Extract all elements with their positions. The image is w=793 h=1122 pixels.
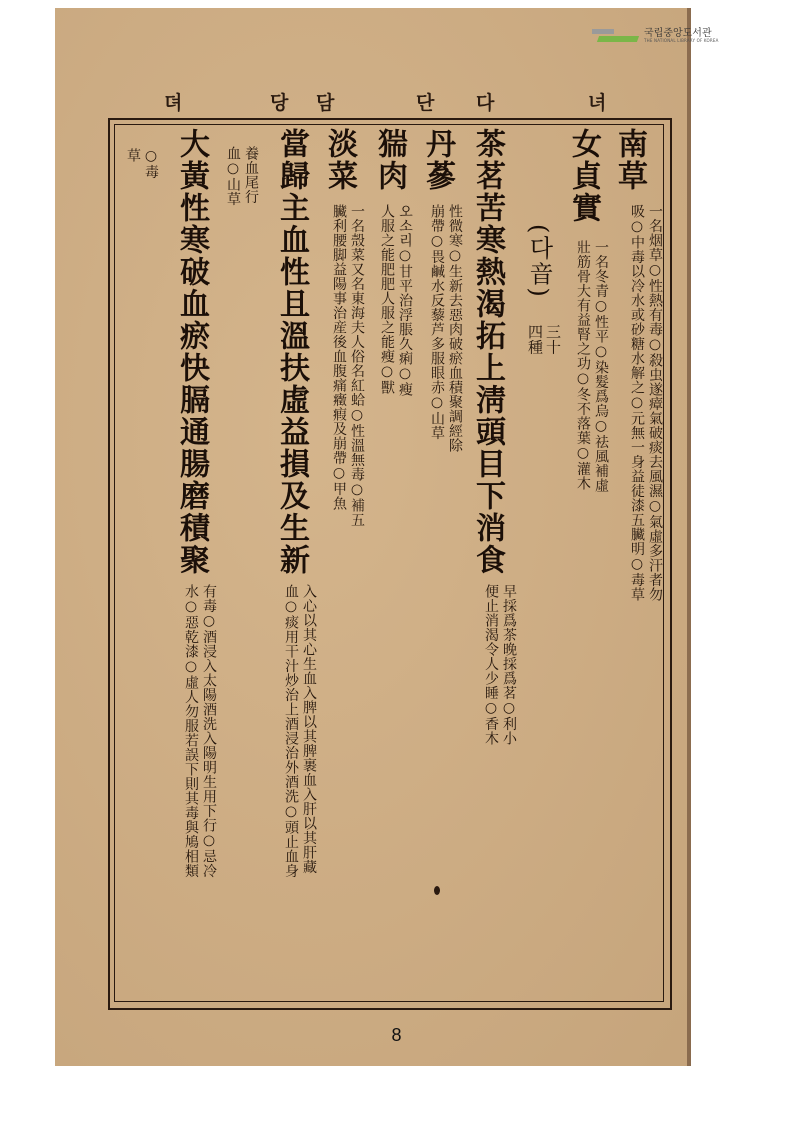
entry-headword: 猯肉 [372, 128, 407, 192]
entry-note: 養血尾行 [243, 146, 259, 204]
header-syllable: 뎌 [164, 92, 183, 114]
entry-headword: 大黃性寒破血瘀快膈通腸磨積聚 [174, 128, 209, 576]
library-logo-mark-icon [592, 27, 640, 45]
ink-spot [434, 886, 440, 895]
entry-note: 草 [125, 148, 141, 163]
entry-note: 水○惡乾漆○虛人勿服若誤下則其毒與鳩相類 [183, 584, 199, 878]
entry-note: 血○痰用干汁炒治上酒浸治外酒洗○頭止血身 [283, 584, 299, 878]
entry-note: 臟利腰脚益陽事治産後血腹痛癥瘕及崩帶○甲魚 [331, 204, 347, 511]
section-title: (다音) [525, 224, 553, 299]
entry-note: 便止消渴令人少睡○香木 [483, 584, 499, 746]
entry-headword: 茶茗苦寒熱渴拓上淸頭目下消食 [470, 128, 505, 576]
entry-headword: 女貞實 [566, 128, 601, 224]
section-count: 四種 [526, 324, 544, 355]
entry-headword: 淡菜 [322, 128, 357, 192]
entry-note: 一名殼菜又名東海夫人俗名紅蛤○性溫無毒○補五 [349, 204, 365, 527]
entry-note: 崩帶○畏鹹水反藜芦多服眼赤○山草 [429, 204, 445, 440]
entry-note: 人服之能肥肥人服之能瘦○獸 [379, 204, 395, 395]
entry-note: 有毒○酒浸入太陽酒洗入陽明生用下行○忌冷 [201, 584, 217, 878]
entry-note: 入心以其心生血入脾以其脾裹血入肝以其肝藏 [301, 584, 317, 874]
library-name-korean: 국립중앙도서관 [644, 28, 712, 39]
header-syllable: 다 [476, 92, 495, 114]
entry-headword: 南草 [612, 128, 647, 192]
entry-note: 一名烟草○性熱有毒○殺虫遂瘴氣破痰去風濕○氣虛多汗者勿 [647, 204, 663, 602]
header-syllable: 담 [316, 92, 335, 114]
entry-note: ○毒 [143, 148, 159, 179]
entry-note: 오소리○甘平治浮脹久痢○瘦 [397, 204, 413, 397]
page-number: 8 [391, 1025, 402, 1045]
entry-headword: 當歸主血性且溫扶虛益損及生新 [274, 128, 309, 576]
bleed-through-text [672, 240, 688, 860]
entry-note: 血○山草 [225, 146, 241, 206]
entry-note: 性微寒○生新去惡肉破瘀血積聚調經除 [447, 204, 463, 453]
running-header [110, 88, 650, 118]
header-syllable: 녀 [588, 92, 607, 114]
library-logo [592, 24, 732, 48]
section-count: 三十 [544, 324, 562, 355]
library-name-english: THE NATIONAL LIBRARY OF KOREA [644, 38, 719, 43]
entry-note: 吸○中毒以冷水或砂糖水解之○元無一身益徒漆五臟明○毒草 [629, 204, 645, 602]
entry-note: 早採爲茶晚採爲茗○利小 [501, 584, 517, 746]
entry-note: 一名冬青○性平○染髮爲烏○祛風補虛 [593, 240, 609, 493]
header-syllable: 당 [270, 92, 289, 114]
header-syllable: 단 [416, 92, 435, 114]
entry-headword: 丹蔘 [420, 128, 455, 192]
entry-note: 壯筋骨大有益腎之功○冬不落葉○灌木 [575, 240, 591, 491]
